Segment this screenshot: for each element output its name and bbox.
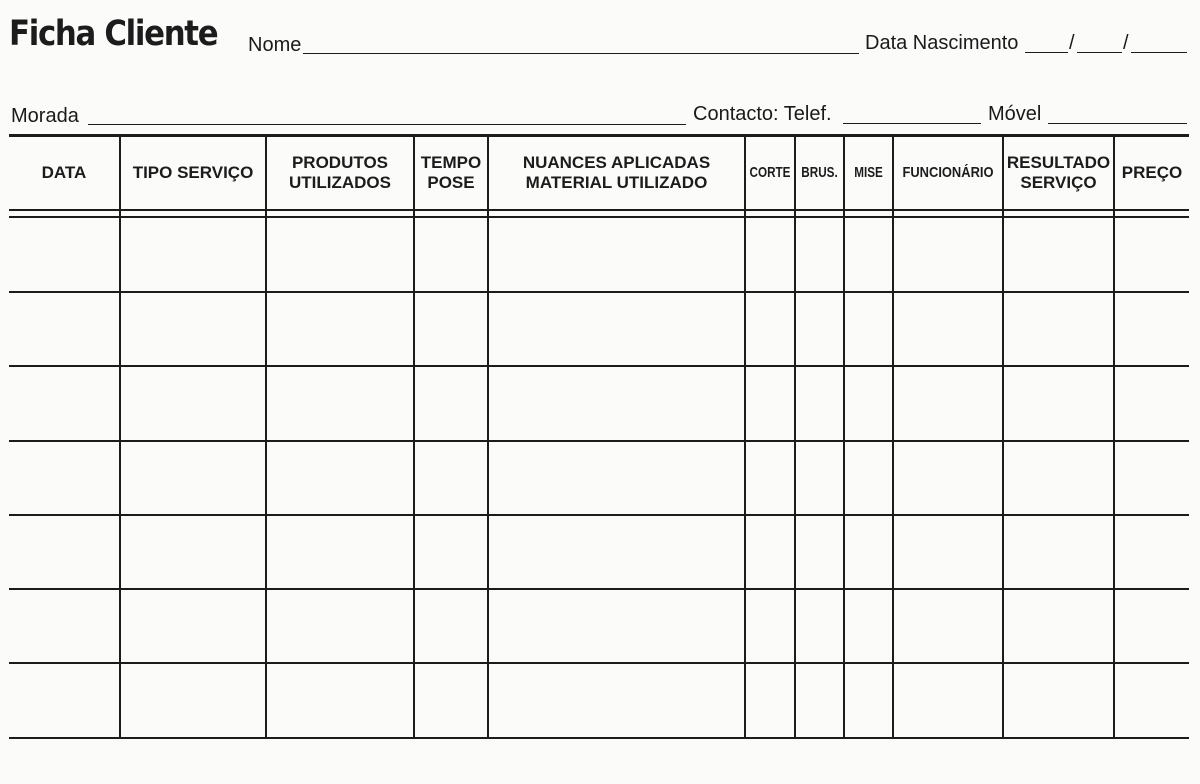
- column-header-brus: BRUS.: [801, 164, 838, 181]
- column-header-preco: PREÇO: [1121, 163, 1183, 182]
- column-header-funcionario: FUNCIONÁRIO: [902, 164, 994, 181]
- mobile-label: Móvel: [988, 103, 1042, 125]
- table-row[interactable]: [9, 293, 1189, 365]
- date-separator: /: [1123, 32, 1129, 54]
- column-header-tempo-pose: TEMPO POSE: [420, 153, 482, 192]
- column-header-data: DATA: [41, 163, 87, 182]
- column-header-produtos-utilizados: PRODUTOS UTILIZADOS: [289, 153, 391, 192]
- form-title: Ficha Cliente: [9, 14, 218, 54]
- name-label: Nome: [248, 34, 302, 56]
- phone-label: Contacto: Telef.: [693, 103, 832, 125]
- header-separator: [9, 209, 1189, 211]
- birth-date-label: Data Nascimento: [865, 32, 1019, 54]
- date-separator: /: [1069, 32, 1075, 54]
- table-row[interactable]: [9, 516, 1189, 588]
- column-header-mise: MISE: [854, 164, 883, 181]
- table-row[interactable]: [9, 442, 1189, 514]
- column-header-corte: CORTE: [749, 164, 791, 181]
- table-bottom-border: [9, 737, 1189, 739]
- table-row[interactable]: [9, 367, 1189, 440]
- table-row[interactable]: [9, 218, 1189, 291]
- column-header-nuances-aplicadas: NUANCES APLICADAS MATERIAL UTILIZADO: [522, 153, 711, 192]
- column-header-tipo-servico: TIPO SERVIÇO: [132, 163, 254, 182]
- table-row[interactable]: [9, 590, 1189, 662]
- column-header-resultado-servico: RESULTADO SERVIÇO: [1006, 153, 1111, 192]
- address-label: Morada: [11, 105, 79, 127]
- table-row[interactable]: [9, 664, 1189, 737]
